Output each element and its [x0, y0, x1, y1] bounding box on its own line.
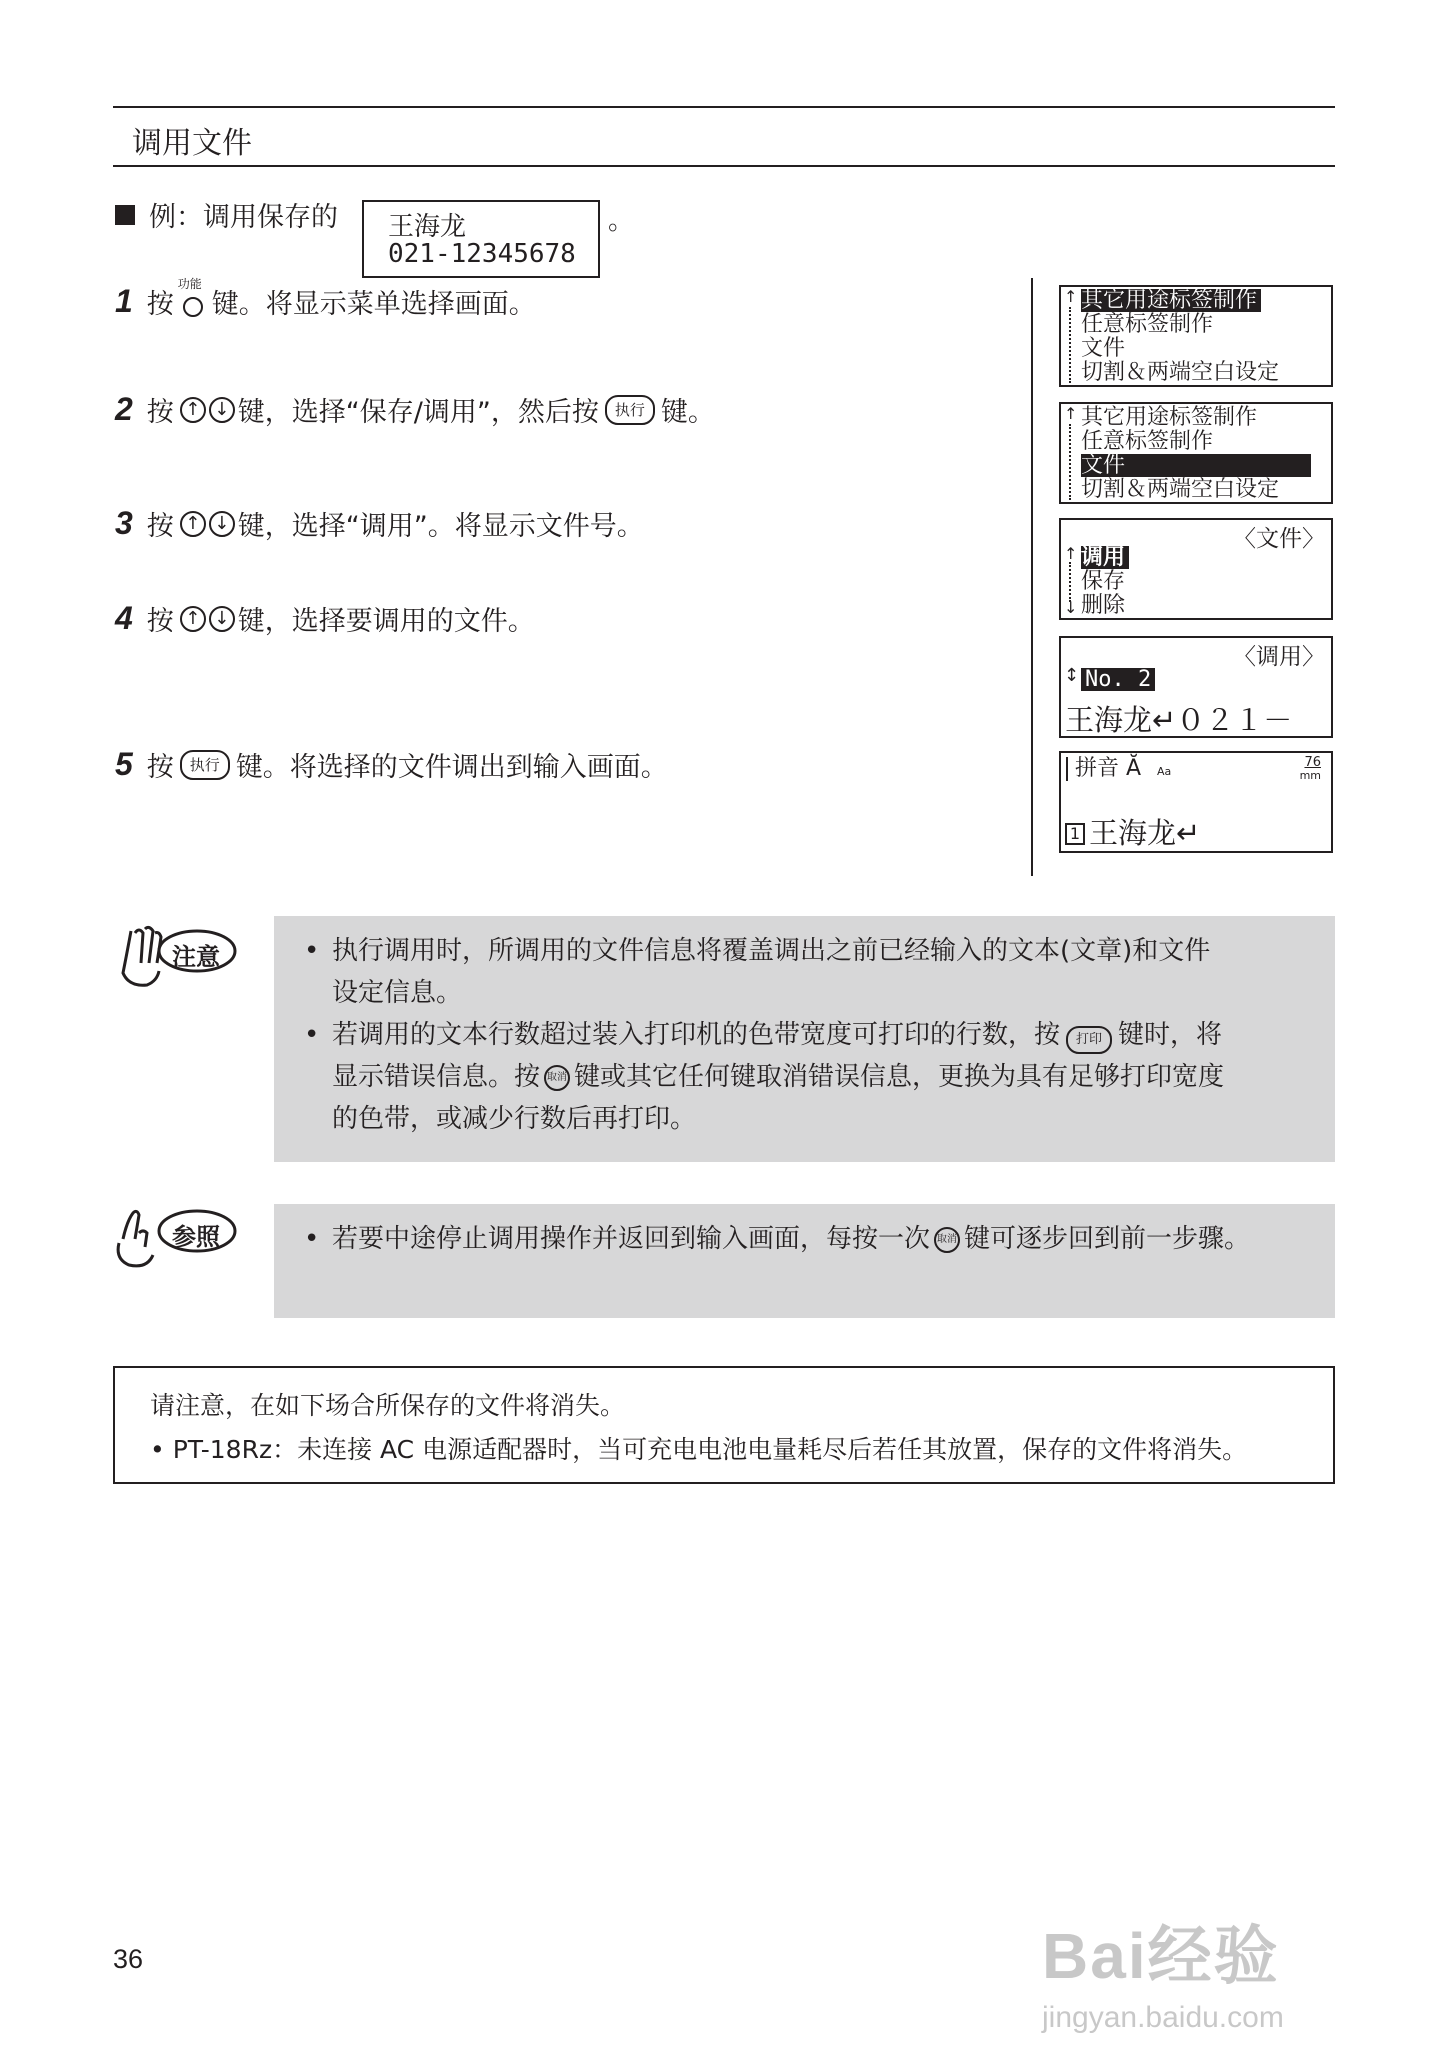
caution-badge: 注意 — [172, 943, 220, 971]
page-number: 36 — [113, 1944, 144, 1974]
down-key-icon: ↓ — [209, 511, 235, 537]
lcd-screen-recall: 〈调用〉 ↕ No. 2 王海龙↵０２１－ — [1059, 636, 1333, 738]
example-line-1: 王海龙 — [388, 212, 467, 242]
example-line-2: 021-12345678 — [388, 239, 576, 269]
notice-item: • PT-18Rz：未连接 AC 电源适配器时，当可充电电池电量耗尽后若任其放置，保存的文件将消失。 — [150, 1435, 1248, 1464]
reference-item: 若要中途停止调用操作并返回到输入画面，每按一次 取消 键可逐步回到前一步骤。 — [332, 1224, 1251, 1254]
cancel-key-icon: 取消 — [934, 1227, 960, 1253]
scroll-updown-icon: ↕ — [1064, 665, 1080, 686]
lcd-screen-file: 〈文件〉 ↑ ↓ 调用 保存 删除 — [1059, 518, 1333, 620]
line-number-icon: 1 — [1065, 823, 1085, 845]
reference-badge: 参照 — [172, 1223, 220, 1251]
scroll-up-icon: ↑ — [1064, 287, 1078, 306]
print-key-icon: 打印 — [1066, 1026, 1112, 1054]
exec-key-icon: 执行 — [605, 395, 655, 425]
steps-divider — [1031, 278, 1033, 876]
lcd-screen-input: 拼音 Ă Aa 76 mm 1 王海龙↵ — [1059, 751, 1333, 853]
square-bullet-icon — [115, 205, 135, 225]
notice-box — [113, 1366, 1335, 1484]
section-title: 调用文件 — [132, 126, 252, 161]
example-period: 。 — [608, 206, 635, 236]
caution-box: • 执行调用时，所调用的文件信息将覆盖调出之前已经输入的文本(文章)和文件 设定信息。 • 若调用的文本行数超过装入打印机的色带宽度可打印的行数，按 打印 键时，将 显示错误信息。按 取消 键或其它任何键取消错误信息，更换为具有足够打印宽度 的色带，或减少行数后再打印。 — [274, 916, 1335, 1162]
scroll-up-icon: ↑ — [1064, 404, 1078, 423]
step-1: 1 按 功能 键。将显示菜单选择画面。 — [115, 276, 536, 320]
function-key-icon: 功能 — [180, 287, 206, 317]
caution-item-1: 执行调用时，所调用的文件信息将覆盖调出之前已经输入的文本(文章)和文件 设定信息。 — [332, 936, 1211, 1008]
example-label: 例：调用保存的 — [115, 195, 338, 234]
cancel-key-icon: 取消 — [544, 1065, 570, 1091]
top-rule — [113, 106, 1335, 108]
up-key-icon: ↑ — [180, 511, 206, 537]
step-3: 3 按 ↑ ↓ 键，选择“调用”。将显示文件号。 — [115, 505, 644, 542]
title-rule — [113, 165, 1335, 167]
exec-key-icon: 执行 — [180, 750, 230, 780]
lcd-screen-menu-1: ↑ 其它用途标签制作 任意标签制作 文件 切割＆两端空白设定 — [1059, 285, 1333, 387]
caution-item-2: 若调用的文本行数超过装入打印机的色带宽度可打印的行数，按 打印 键时，将 显示错误信息。按 取消 键或其它任何键取消错误信息，更换为具有足够打印宽度 的色带，或减少行数后再打印。 — [332, 1020, 1225, 1134]
step-5: 5 按 执行 键。将选择的文件调出到输入画面。 — [115, 746, 668, 783]
up-key-icon: ↑ — [180, 606, 206, 632]
reference-box: • 若要中途停止调用操作并返回到输入画面，每按一次 取消 键可逐步回到前一步骤。 — [274, 1204, 1335, 1318]
example-text-box — [362, 200, 600, 278]
lcd-screen-menu-2: ↑ 其它用途标签制作 任意标签制作 文件 切割＆两端空白设定 — [1059, 402, 1333, 504]
notice-title: 请注意，在如下场合所保存的文件将消失。 — [150, 1391, 626, 1420]
down-key-icon: ↓ — [209, 397, 235, 423]
step-2: 2 按 ↑ ↓ 键，选择“保存/调用”，然后按 执行 键。 — [115, 391, 715, 428]
down-key-icon: ↓ — [209, 606, 235, 632]
step-4: 4 按 ↑ ↓ 键，选择要调用的文件。 — [115, 600, 535, 637]
scroll-down-icon: ↓ — [1064, 598, 1078, 617]
up-key-icon: ↑ — [180, 397, 206, 423]
scroll-up-icon: ↑ — [1064, 544, 1078, 563]
baidu-watermark: Bai经验 jingyan.baidu.com — [1042, 1920, 1284, 2034]
